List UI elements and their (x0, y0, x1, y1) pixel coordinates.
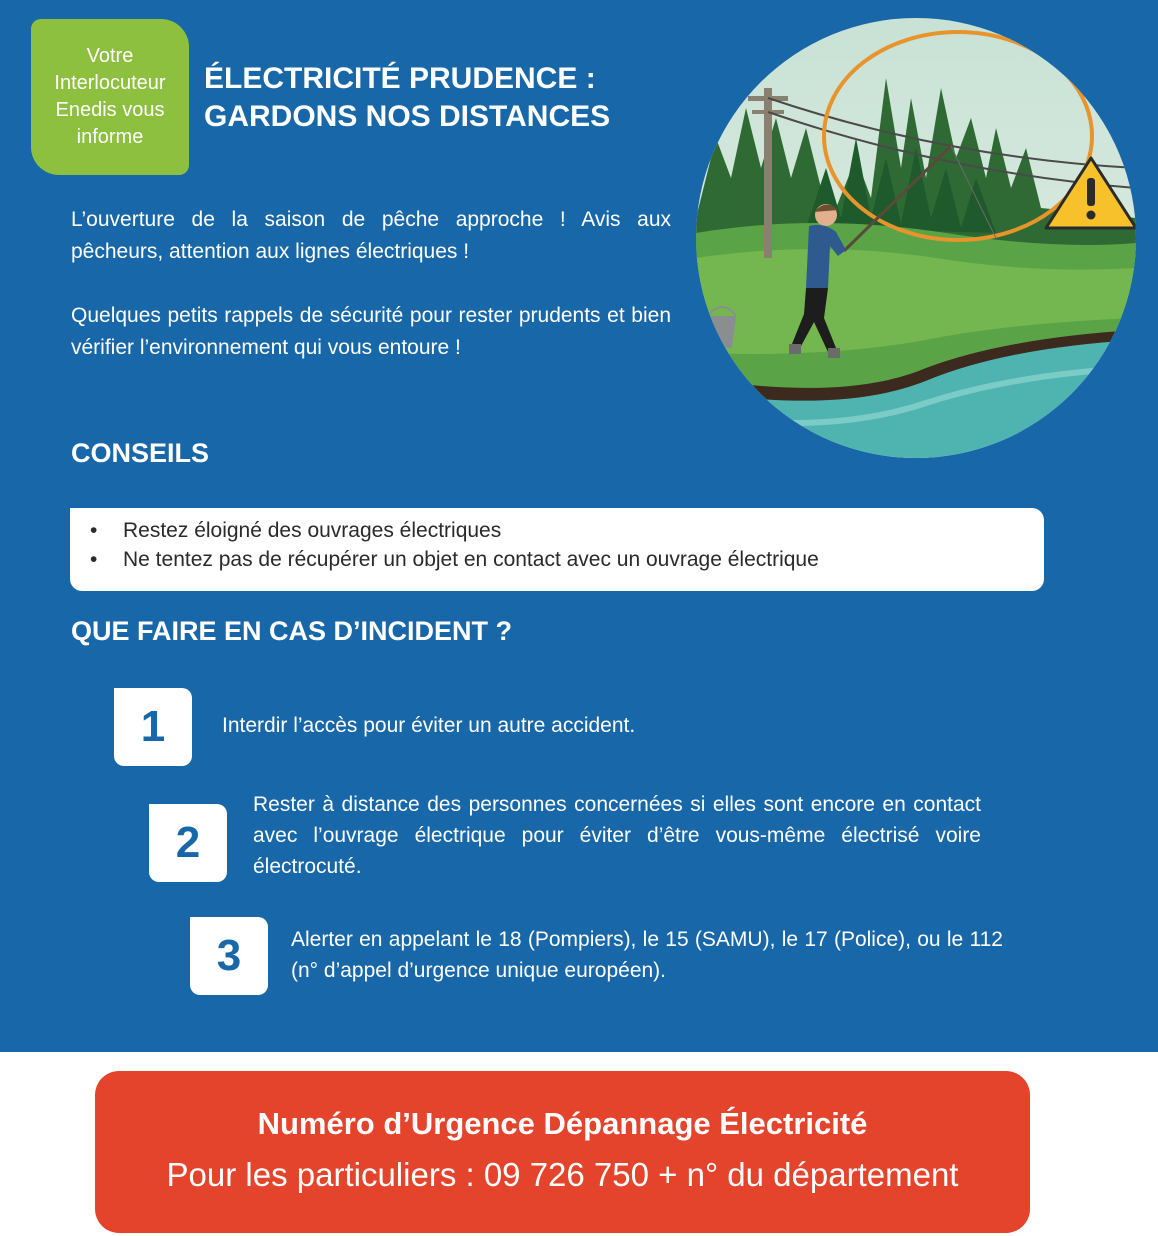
emergency-phone-line: Pour les particuliers : 09 726 750 + n° du département (166, 1156, 959, 1193)
bullet-icon: • (90, 548, 98, 571)
list-item (88, 545, 1044, 574)
bullet-icon: • (90, 519, 98, 542)
list-item (88, 516, 1044, 545)
conseil-text-1: Restez éloigné des ouvrages électriques (123, 519, 502, 542)
step-text-3: Alerter en appelant le 18 (Pompiers), le 15 (SAMU), le 17 (Police), ou le 112 (n° d’appel d’urgence unique européen). (291, 928, 1003, 982)
enedis-badge (31, 19, 189, 175)
step-text-2: Rester à distance des personnes concernées si elles sont encore en contact avec l’ouvrage électrique pour éviter d’être vous-même électrisé voire électrocuté. (253, 793, 981, 878)
conseil-text-2: Ne tentez pas de récupérer un objet en contact avec un ouvrage électrique (123, 548, 819, 571)
title-line-2: GARDONS NOS DISTANCES (204, 100, 611, 133)
emergency-banner (95, 1071, 1030, 1233)
intro-text (71, 204, 671, 364)
fishing-illustration (696, 18, 1136, 458)
intro-paragraph-2: Quelques petits rappels de sécurité pour rester prudents et bien vérifier l’environnement qui vous entoure ! (71, 304, 671, 359)
conseils-heading: CONSEILS (71, 438, 210, 468)
fishing-scene-svg (696, 18, 1136, 458)
step-number-1: 1 (114, 688, 192, 766)
step-number-2: 2 (149, 804, 227, 882)
conseils-box (70, 508, 1044, 591)
incident-heading: QUE FAIRE EN CAS D’INCIDENT ? (71, 616, 513, 646)
emergency-title: Numéro d’Urgence Dépannage Électricité (257, 1106, 868, 1141)
page-title (204, 60, 674, 136)
intro-paragraph-1: L’ouverture de la saison de pêche approche ! Avis aux pêcheurs, attention aux lignes électriques ! (71, 208, 671, 263)
badge-text: Votre Interlocuteur Enedis vous informe (54, 45, 166, 148)
conseils-list (88, 516, 1044, 574)
title-line-1: ÉLECTRICITÉ PRUDENCE : (204, 62, 596, 95)
step-text-1: Interdir l’accès pour éviter un autre accident. (222, 714, 636, 737)
step-number-3: 3 (190, 917, 268, 995)
